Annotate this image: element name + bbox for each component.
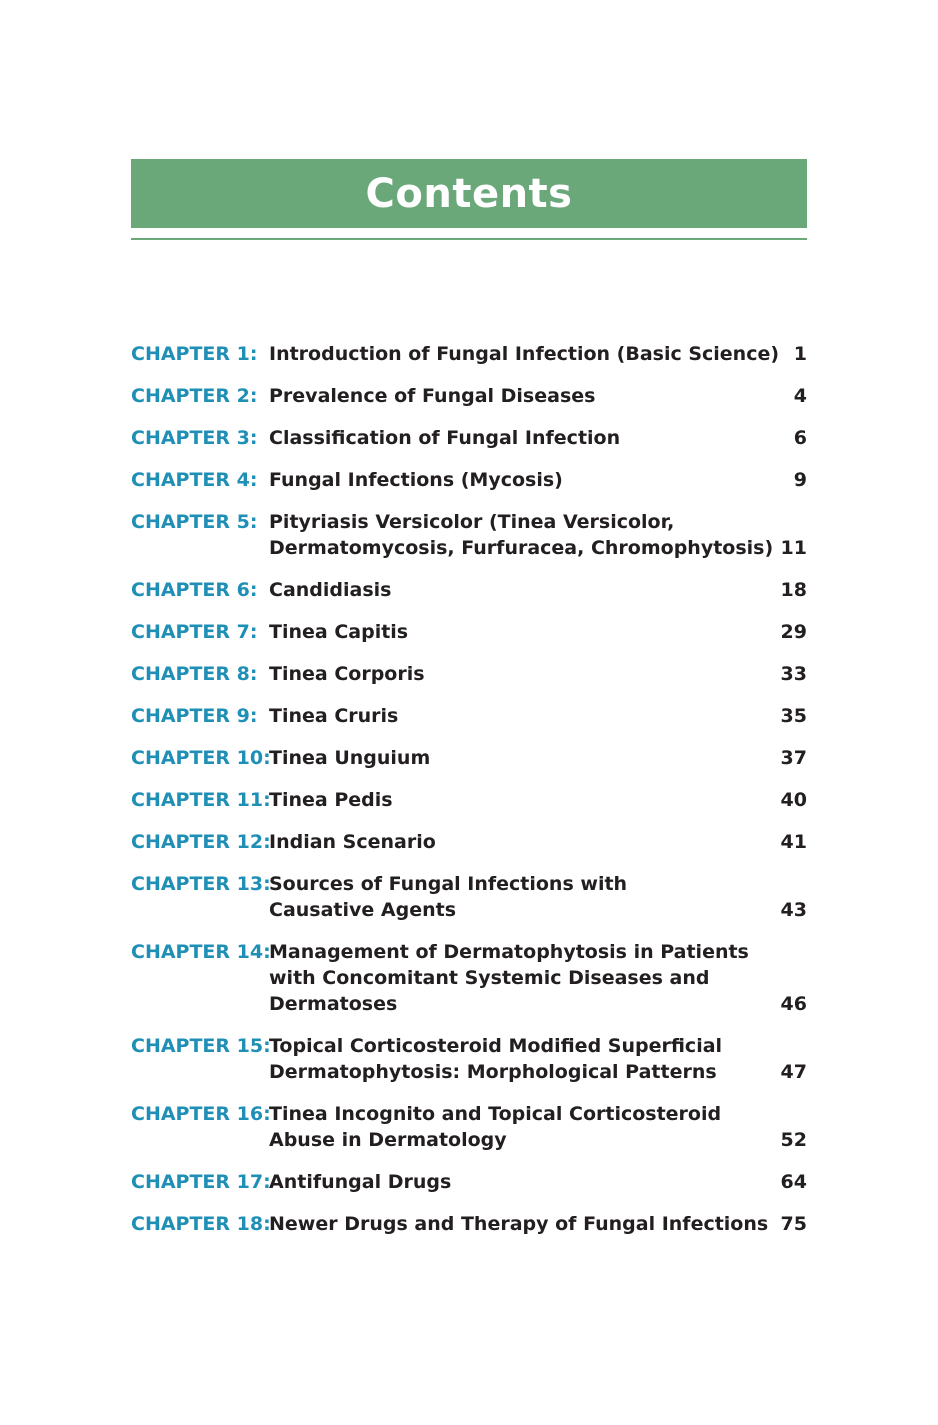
chapter-title-line: Candidiasis <box>269 579 392 601</box>
chapter-title-line: Prevalence of Fungal Diseases <box>269 385 596 407</box>
chapter-title <box>269 383 737 409</box>
toc-row[interactable] <box>131 1211 807 1237</box>
chapter-title-line: Dermatophytosis: Morphological Patterns <box>269 1061 717 1083</box>
chapter-page-number: 41 <box>780 831 807 853</box>
chapter-label: CHAPTER 14: <box>131 941 271 963</box>
chapter-page-number: 11 <box>780 537 807 559</box>
chapter-title-line: Antifungal Drugs <box>269 1171 452 1193</box>
chapter-title-line: Tinea Corporis <box>269 663 425 685</box>
chapter-title-line: Sources of Fungal Infections with <box>269 873 628 895</box>
chapter-title <box>269 661 737 687</box>
toc-row[interactable] <box>131 467 807 493</box>
chapter-label: CHAPTER 3: <box>131 427 258 449</box>
chapter-title <box>269 577 737 603</box>
chapter-title <box>269 1033 737 1085</box>
chapter-label: CHAPTER 18: <box>131 1213 271 1235</box>
chapter-label: CHAPTER 8: <box>131 663 258 685</box>
chapter-title-line: Fungal Infections (Mycosis) <box>269 469 563 491</box>
chapter-title <box>269 341 780 367</box>
table-of-contents <box>131 341 807 1253</box>
chapter-title <box>269 829 737 855</box>
chapter-label: CHAPTER 12: <box>131 831 271 853</box>
chapter-page-number: 4 <box>793 385 807 407</box>
chapter-page-number: 6 <box>793 427 807 449</box>
chapter-title <box>269 1169 737 1195</box>
chapter-title <box>269 871 737 923</box>
toc-row[interactable] <box>131 509 807 561</box>
chapter-page-number: 64 <box>780 1171 807 1193</box>
toc-row[interactable] <box>131 425 807 451</box>
chapter-title-line: Classification of Fungal Infection <box>269 427 621 449</box>
chapter-title <box>269 703 737 729</box>
chapter-label: CHAPTER 13: <box>131 873 271 895</box>
chapter-label: CHAPTER 2: <box>131 385 258 407</box>
chapter-title-line: Tinea Cruris <box>269 705 399 727</box>
chapter-label: CHAPTER 16: <box>131 1103 271 1125</box>
chapter-label: CHAPTER 6: <box>131 579 258 601</box>
toc-row[interactable] <box>131 341 807 367</box>
chapter-label: CHAPTER 1: <box>131 343 258 365</box>
chapter-title <box>269 619 737 645</box>
chapter-title <box>269 745 737 771</box>
chapter-title-line: Tinea Unguium <box>269 747 431 769</box>
chapter-page-number: 29 <box>780 621 807 643</box>
chapter-page-number: 75 <box>780 1213 807 1235</box>
chapter-title-line: Tinea Capitis <box>269 621 409 643</box>
chapter-title-line: Abuse in Dermatology <box>269 1129 507 1151</box>
chapter-label: CHAPTER 4: <box>131 469 258 491</box>
toc-row[interactable] <box>131 829 807 855</box>
toc-row[interactable] <box>131 745 807 771</box>
chapter-title-line: Tinea Incognito and Topical Corticosteroid <box>269 1103 722 1125</box>
chapter-page-number: 40 <box>780 789 807 811</box>
toc-row[interactable] <box>131 577 807 603</box>
chapter-title-line: Introduction of Fungal Infection (Basic Science) <box>269 343 780 365</box>
chapter-title-line: Newer Drugs and Therapy of Fungal Infections <box>269 1213 769 1235</box>
chapter-title <box>269 939 749 1017</box>
toc-row[interactable] <box>131 1033 807 1085</box>
toc-row[interactable] <box>131 619 807 645</box>
contents-header-band <box>131 159 807 228</box>
toc-row[interactable] <box>131 787 807 813</box>
chapter-page-number: 52 <box>780 1129 807 1151</box>
chapter-title-line: Dermatoses <box>269 993 398 1015</box>
chapter-page-number: 33 <box>780 663 807 685</box>
chapter-title <box>269 509 774 561</box>
chapter-title <box>269 425 737 451</box>
chapter-title <box>269 1101 737 1153</box>
chapter-page-number: 9 <box>793 469 807 491</box>
chapter-page-number: 46 <box>780 993 807 1015</box>
toc-row[interactable] <box>131 939 807 1017</box>
page-title: Contents <box>365 170 573 217</box>
chapter-title-line: Management of Dermatophytosis in Patients <box>269 941 749 963</box>
chapter-page-number: 1 <box>793 343 807 365</box>
chapter-page-number: 35 <box>780 705 807 727</box>
chapter-label: CHAPTER 9: <box>131 705 258 727</box>
chapter-title <box>269 467 737 493</box>
chapter-label: CHAPTER 10: <box>131 747 271 769</box>
chapter-title-line: Indian Scenario <box>269 831 436 853</box>
chapter-page-number: 18 <box>780 579 807 601</box>
chapter-label: CHAPTER 17: <box>131 1171 271 1193</box>
toc-row[interactable] <box>131 661 807 687</box>
chapter-title-line: Tinea Pedis <box>269 789 393 811</box>
chapter-title <box>269 1211 769 1237</box>
chapter-title-line: Pityriasis Versicolor (Tinea Versicolor, <box>269 511 675 533</box>
header-divider <box>131 238 807 240</box>
chapter-label: CHAPTER 7: <box>131 621 258 643</box>
chapter-label: CHAPTER 5: <box>131 511 258 533</box>
toc-row[interactable] <box>131 1169 807 1195</box>
toc-row[interactable] <box>131 383 807 409</box>
chapter-label: CHAPTER 11: <box>131 789 271 811</box>
chapter-title-line: Causative Agents <box>269 899 457 921</box>
chapter-title-line: Dermatomycosis, Furfuracea, Chromophytosis) <box>269 537 774 559</box>
chapter-page-number: 43 <box>780 899 807 921</box>
toc-row[interactable] <box>131 703 807 729</box>
chapter-label: CHAPTER 15: <box>131 1035 271 1057</box>
chapter-title-line: with Concomitant Systemic Diseases and <box>269 967 710 989</box>
chapter-title <box>269 787 737 813</box>
toc-row[interactable] <box>131 1101 807 1153</box>
chapter-page-number: 37 <box>780 747 807 769</box>
chapter-page-number: 47 <box>780 1061 807 1083</box>
toc-row[interactable] <box>131 871 807 923</box>
chapter-title-line: Topical Corticosteroid Modified Superficial <box>269 1035 723 1057</box>
